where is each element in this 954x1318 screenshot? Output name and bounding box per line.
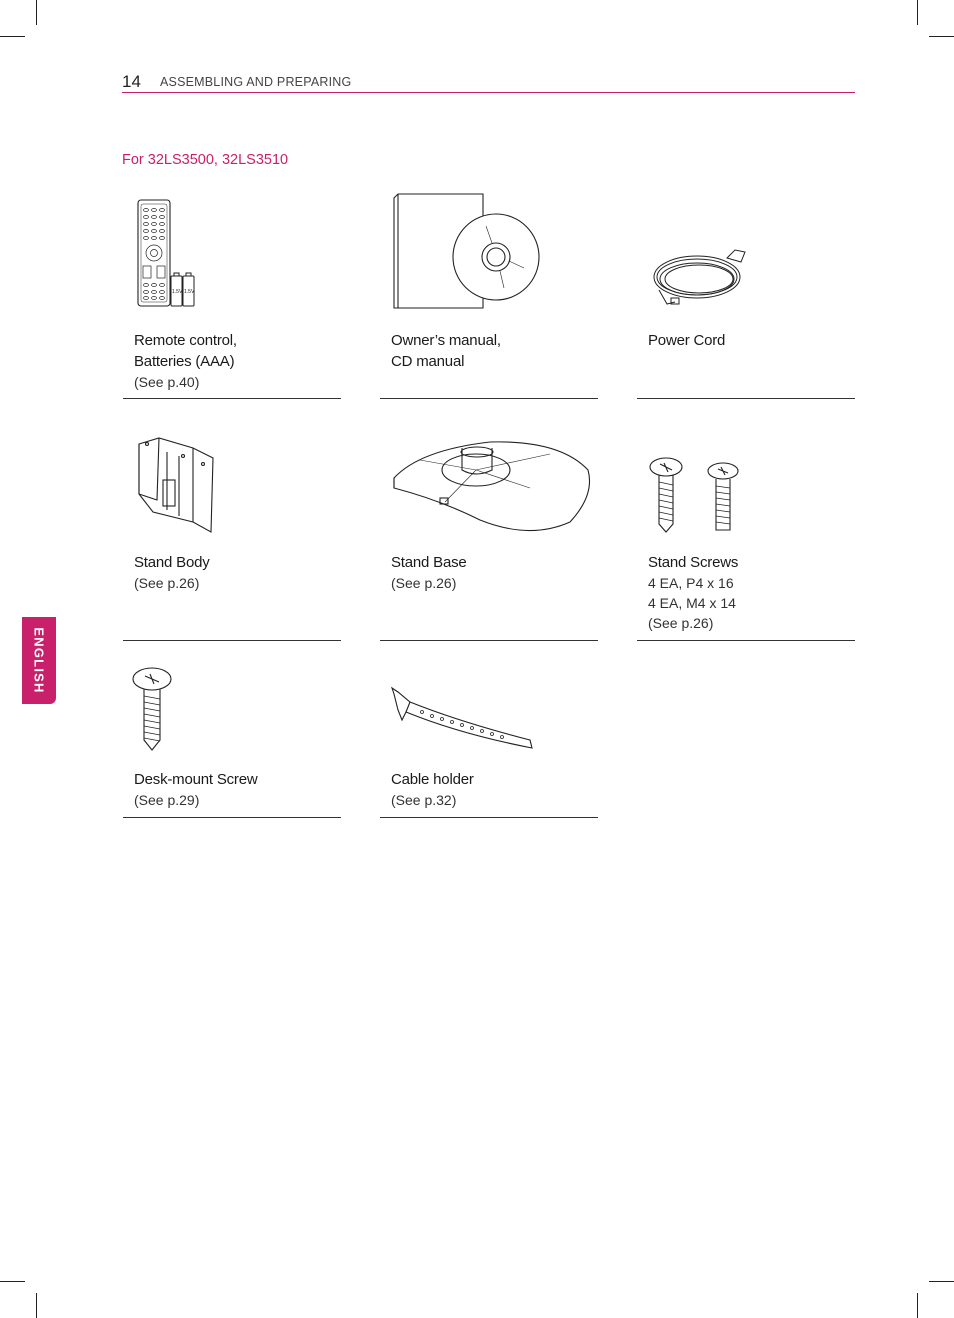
item-power-cord: [637, 180, 855, 400]
item-spec: 4 EA, P4 x 16: [648, 575, 734, 591]
stand-base-icon: [380, 430, 598, 550]
item-reference: (See p.26): [391, 575, 457, 591]
item-reference: (See p.26): [134, 575, 200, 591]
cable-holder-icon: [380, 660, 598, 760]
item-reference: (See p.32): [391, 792, 457, 808]
item-stand-screws: [637, 430, 855, 642]
header-rule: [122, 92, 855, 93]
item-remote-control: [123, 180, 341, 400]
screw-icon: [637, 430, 855, 550]
item-rule: [123, 640, 341, 641]
item-desk-mount-screw: [123, 660, 341, 820]
item-name: Desk-mount Screw: [134, 771, 258, 788]
item-name: Batteries (AAA): [134, 353, 235, 370]
power-cord-icon: [637, 180, 855, 320]
item-name: Owner’s manual,: [391, 332, 501, 349]
screw-icon: [123, 660, 341, 760]
crop-mark: [929, 1281, 954, 1282]
crop-mark: [929, 36, 954, 37]
item-reference: (See p.29): [134, 792, 200, 808]
crop-mark: [36, 1293, 37, 1318]
crop-mark: [0, 36, 25, 37]
item-name: Cable holder: [391, 771, 474, 788]
item-name: Remote control,: [134, 332, 237, 349]
item-spec: 4 EA, M4 x 14: [648, 595, 736, 611]
crop-mark: [917, 0, 918, 25]
item-name: CD manual: [391, 353, 465, 370]
item-rule: [123, 398, 341, 399]
item-cable-holder: [380, 660, 598, 820]
item-reference: (See p.40): [134, 374, 200, 390]
item-rule: [380, 398, 598, 399]
item-rule: [637, 398, 855, 399]
cd-icon: [453, 214, 539, 300]
remote-control-icon: [123, 180, 341, 320]
item-rule: [380, 640, 598, 641]
item-owners-manual: [380, 180, 598, 400]
battery-label-1: 1.5V: [172, 289, 183, 295]
item-name: Stand Base: [391, 554, 467, 571]
item-name: Stand Body: [134, 554, 210, 571]
section-title: ASSEMBLING AND PREPARING: [160, 75, 352, 89]
manual-book-icon: [380, 180, 598, 320]
item-rule: [123, 817, 341, 818]
item-name: Stand Screws: [648, 554, 739, 571]
item-reference: (See p.26): [648, 615, 714, 631]
battery-label-2: 1.5V: [184, 289, 195, 295]
crop-mark: [0, 1281, 25, 1282]
item-stand-base: [380, 430, 598, 642]
stand-body-icon: [123, 430, 341, 550]
item-stand-body: [123, 430, 341, 642]
language-tab: [22, 617, 56, 704]
page-number: 14: [122, 72, 141, 91]
item-name: Power Cord: [648, 332, 726, 349]
crop-mark: [917, 1293, 918, 1318]
language-tab-label: ENGLISH: [31, 627, 47, 694]
item-rule: [637, 640, 855, 641]
item-rule: [380, 817, 598, 818]
crop-mark: [36, 0, 37, 25]
model-heading: For 32LS3500, 32LS3510: [122, 152, 289, 168]
